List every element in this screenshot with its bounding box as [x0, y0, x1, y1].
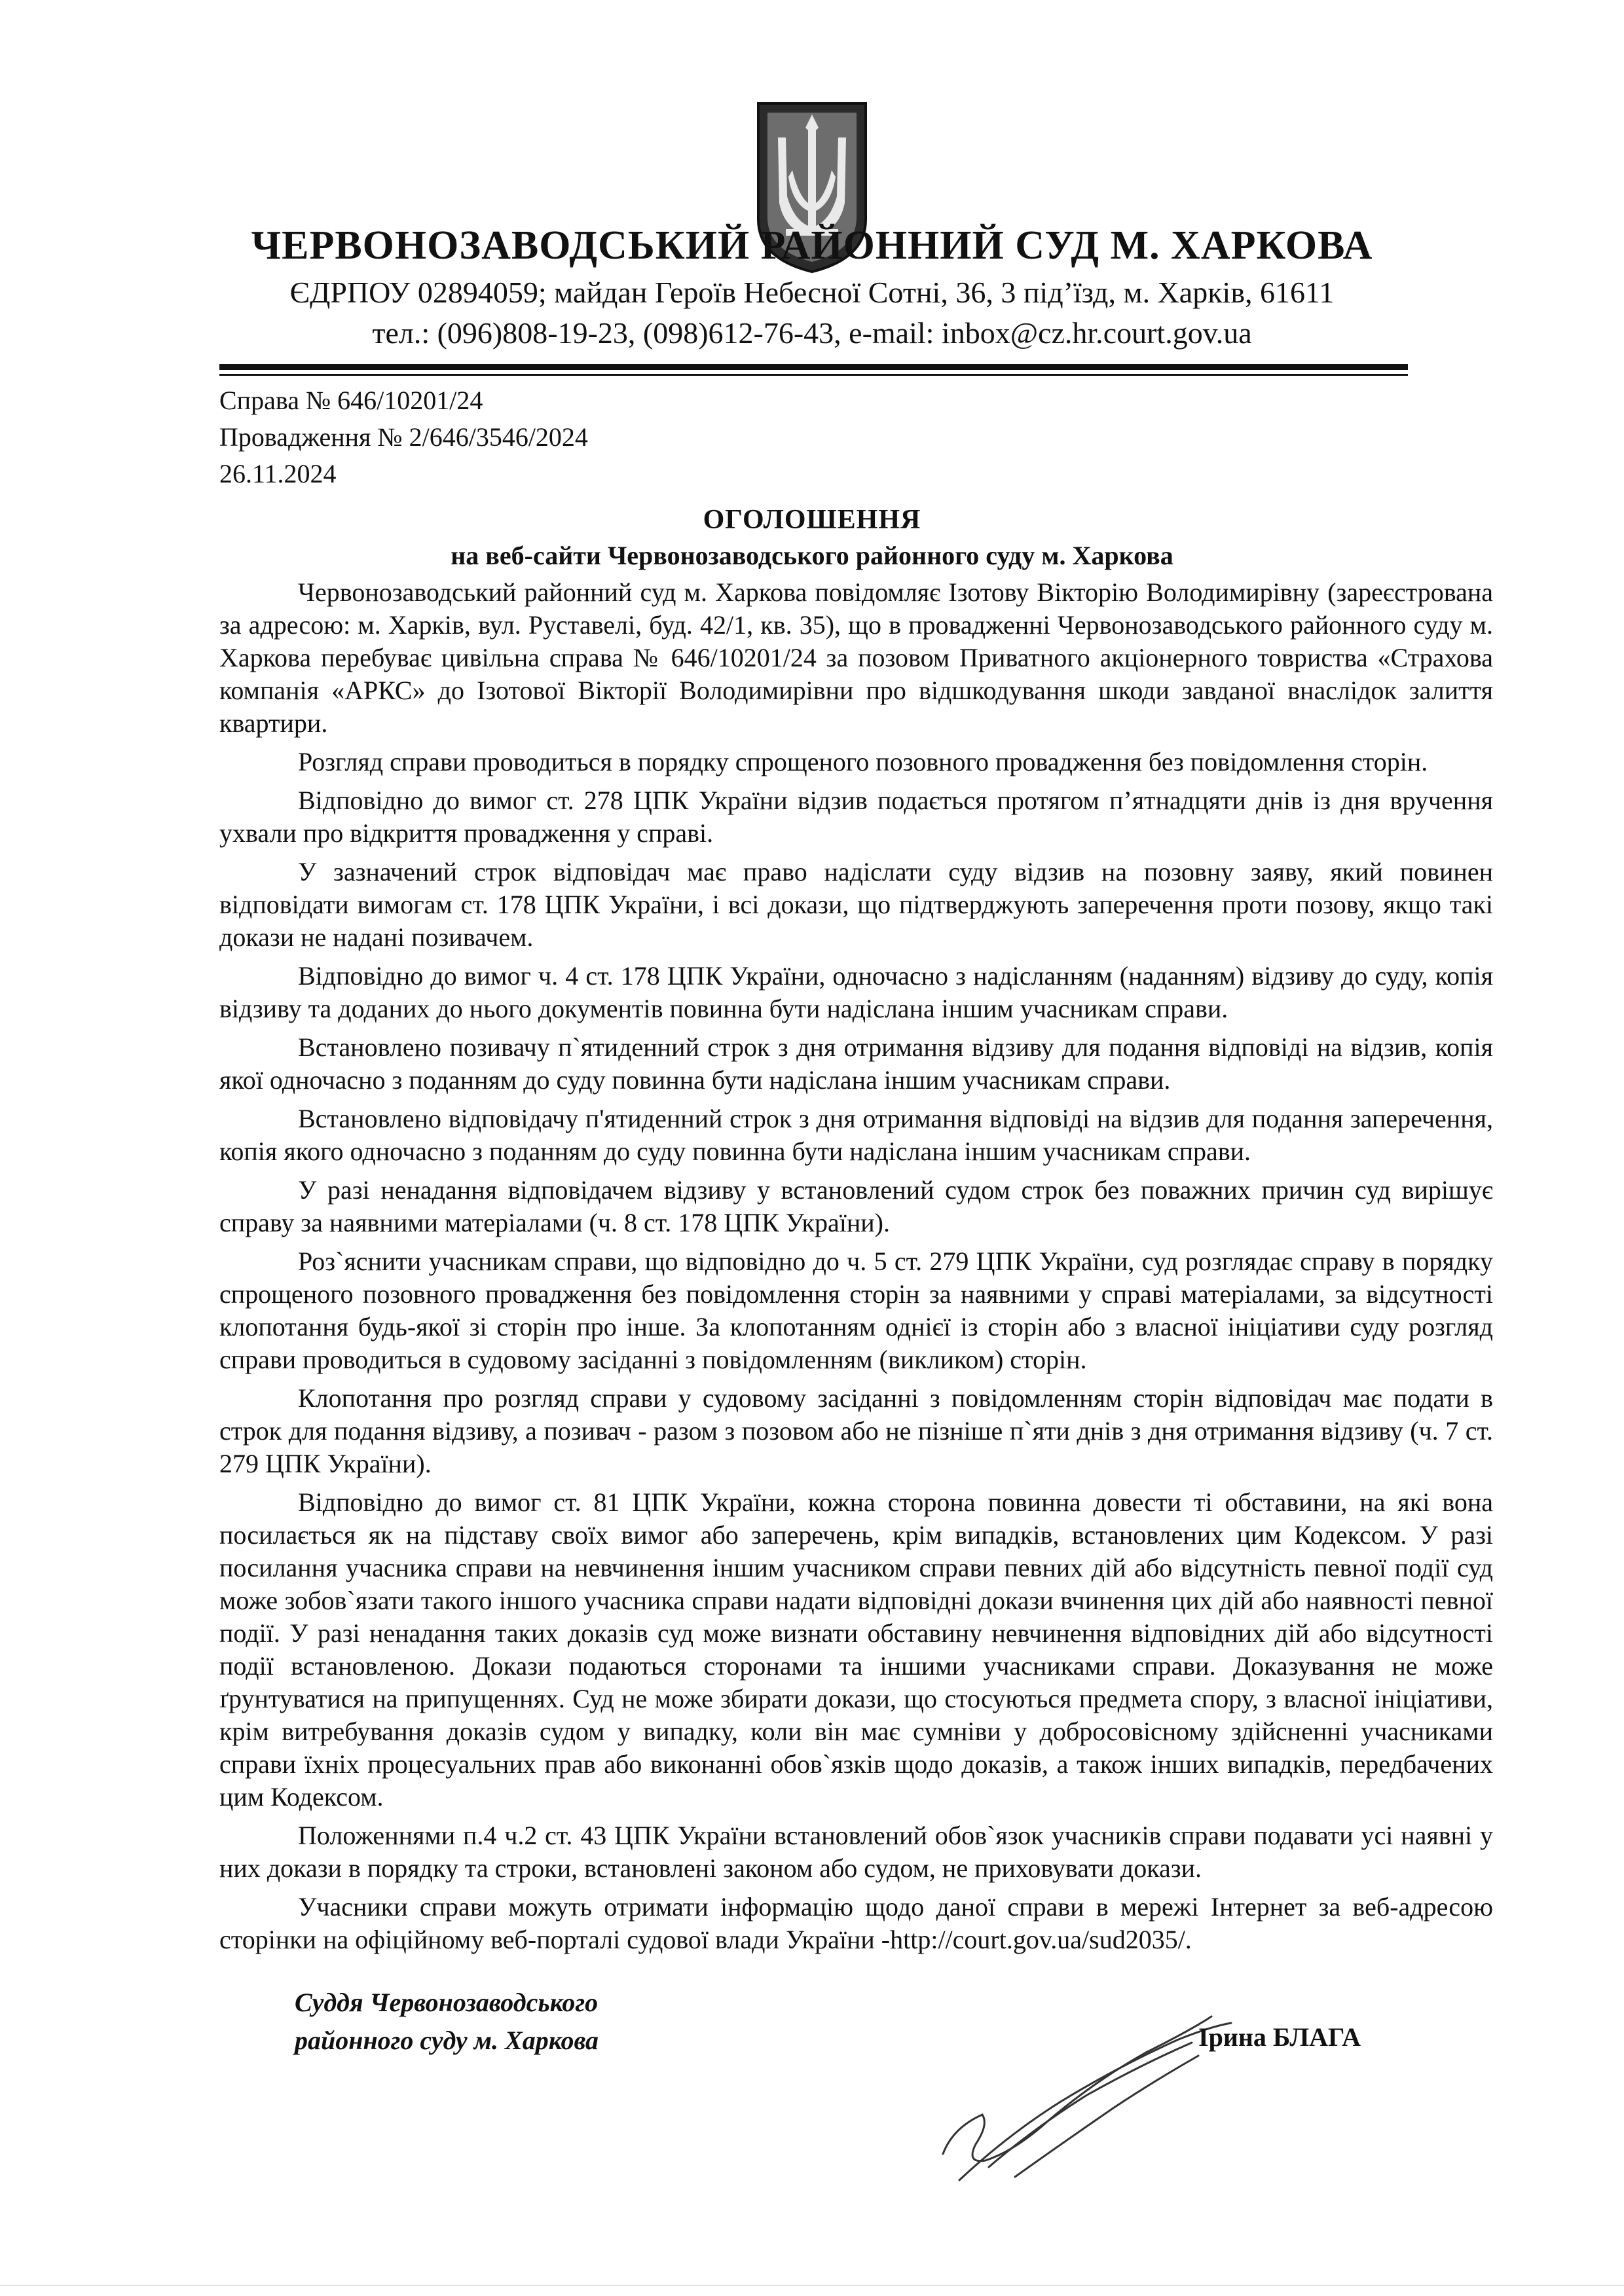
court-contacts: тел.: (096)808-19-23, (098)612-76-43, e-mail: inbox@cz.hr.court.gov.ua	[372, 316, 1252, 350]
scan-edge-line	[0, 2285, 1624, 2286]
court-address: ЄДРПОУ 02894059; майдан Героїв Небесної Сотні, 36, 3 під’їзд, м. Харків, 61611	[289, 276, 1335, 309]
header-divider-thick	[219, 364, 1408, 370]
body-paragraph: Відповідно до вимог ч. 4 ст. 178 ЦПК України, одночасно з надісланням (наданням) відзиву до суду, копія відзиву та доданих до нього документів повинна бути надіслана іншим учасникам справи.	[219, 961, 1493, 1023]
body-paragraph: Встановлено відповідачу п'ятиденний строк з дня отримання відповіді на відзив для подання заперечення, копія якого одночасно з поданням до суду повинна бути надіслана іншим учасникам справи.	[219, 1104, 1493, 1166]
body-paragraph: Учасники справи можуть отримати інформацію щодо даної справи в мережі Інтернет за веб-адресою сторінки на офіційному веб-порталі судової влади України -http://court.gov.ua/sud2035/.	[219, 1892, 1493, 1954]
body-paragraph: Відповідно до вимог ст. 278 ЦПК України відзив подається протягом п’ятнадцяти днів із дня вручення ухвали про відкриття провадження у справі.	[219, 786, 1493, 848]
body-paragraph: Роз`яснити учасникам справи, що відповідно до ч. 5 ст. 279 ЦПК України, суд розглядає справу в порядку спрощеного позовного провадження без повідомлення сторін за наявними у справі матеріалами, за відсутності клопотання будь-якої зі сторін про інше. За клопотанням однієї із сторін або з власної ініціативи суду розгляд справи проводиться в судовому засіданні з повідомленням (викликом) сторін.	[219, 1247, 1493, 1374]
court-name: ЧЕРВОНОЗАВОДСЬКИЙ РАЙОННИЙ СУД М. ХАРКОВА	[251, 223, 1373, 268]
judge-title-line-1: Суддя Червонозаводського	[295, 1988, 599, 2017]
body-paragraph: Клопотання про розгляд справи у судовому засіданні з повідомленням сторін відповідач має подати в строк для подання відзиву, а позивач - разом з позовом або не пізніше п`яти днів з дня отримання відзиву (ч. 7 ст. 279 ЦПК України).	[219, 1383, 1493, 1478]
judge-title-line-2: районного суду м. Харкова	[295, 2026, 599, 2055]
judge-name: Ірина БЛАГА	[1198, 2022, 1361, 2052]
body-paragraph: У зазначений строк відповідач має право надіслати суду відзив на позовну заяву, який повинен відповідати вимогам ст. 178 ЦПК України, і всі докази, що підтверджують заперечення проти позову, якщо такі докази не надані позивачем.	[219, 857, 1493, 952]
body-paragraph: Положеннями п.4 ч.2 ст. 43 ЦПК України встановлений обов`язок учасників справи подавати усі наявні у них докази в порядку та строки, встановлені законом або судом, не приховувати докази.	[219, 1821, 1493, 1883]
body-paragraph: У разі ненадання відповідачем відзиву у встановлений судом строк без поважних причин суд вирішує справу за наявними матеріалами (ч. 8 ст. 178 ЦПК України).	[219, 1175, 1493, 1237]
document-subtitle: на веб-сайти Червонозаводського районного суду м. Харкова	[451, 541, 1173, 570]
document-title: ОГОЛОШЕННЯ	[703, 505, 921, 535]
body-paragraph: Встановлено позивачу п`ятиденний строк з дня отримання відзиву для подання відповіді на відзив, копія якої одночасно з поданням до суду повинна бути надіслана іншим учасникам справи.	[219, 1032, 1493, 1095]
case-number: Справа № 646/10201/24	[219, 386, 483, 415]
body-paragraph: Червонозаводський районний суд м. Харкова повідомляє Ізотову Вікторію Володимирівну (зареєстрована за адресою: м. Харків, вул. Руставелі, буд. 42/1, кв. 35), що в провадженні Червонозаводського районного суду м. Харкова перебуває цивільна справа № 646/10201/24 за позовом Приватного акціонерного товриства «Страхова компанія «АРКС» до Ізотової Вікторії Володимирівни про відшкодування шкоди завданої внаслідок залиття квартири.	[219, 577, 1493, 738]
announcement-body	[219, 576, 1493, 1962]
body-paragraph: Розгляд справи проводиться в порядку спрощеного позовного провадження без повідомлення сторін.	[298, 747, 1428, 776]
proceeding-number: Провадження № 2/646/3546/2024	[219, 422, 588, 452]
body-paragraph: Відповідно до вимог ст. 81 ЦПК України, кожна сторона повинна довести ті обставини, на які вона посилається як на підставу своїх вимог або заперечень, крім випадків, встановлених цим Кодексом. У разі посилання учасника справи на невчинення іншим учасником справи певних дій або відсутність певної події суд може зобов`язати такого іншого учасника справи надати відповідні докази вчинення цих дій або наявності певної події. У разі ненадання таких доказів суд може визнати обставину невчинення відповідних дій або відсутності події встановленою. Докази подаються сторонами та іншими учасниками справи. Доказування не може ґрунтуватися на припущеннях. Суд не може збирати докази, що стосуються предмета спору, з власної ініціативи, крім витребування доказів судом у випадку, коли він має сумніви у добросовісному здійсненні учасниками справи їхніх процесуальних прав або виконанні обов`язків щодо доказів, а також інших випадків, передбачених цим Кодексом.	[219, 1487, 1493, 1812]
judge-title	[295, 1984, 599, 2060]
document-date: 26.11.2024	[219, 459, 337, 488]
header-divider-thin	[219, 374, 1408, 376]
